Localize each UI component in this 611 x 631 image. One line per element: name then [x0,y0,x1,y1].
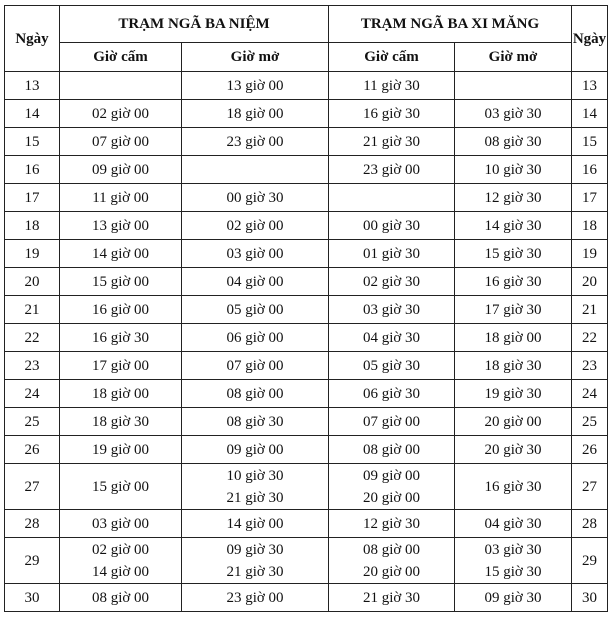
time-value: 21 giờ 30 [362,589,421,606]
open-time-nga-ba-niem [182,128,329,156]
time-value: 08 giờ 00 [362,441,421,458]
time-value: 15 giờ 30 [484,245,542,262]
time-value: 09 giờ 00 [91,161,150,178]
table-row [5,212,608,240]
open-time-nga-ba-niem [182,100,329,128]
time-value: 18 giờ 00 [91,385,150,402]
time-value: 04 giờ 30 [362,329,421,346]
open-time-nga-ba-xi-mang [455,352,572,380]
day-cell-left: 25 [5,408,60,436]
station-header-nga-ba-niem: TRẠM NGÃ BA NIỆM [60,6,329,43]
time-value: 16 giờ 30 [362,105,421,122]
time-value: 01 giờ 30 [362,245,421,262]
table-row [5,380,608,408]
close-time-nga-ba-xi-mang [329,156,455,184]
time-value: 09 giờ 30 [484,589,542,606]
time-value: 06 giờ 30 [362,385,421,402]
time-value: 23 giờ 00 [226,133,284,150]
day-cell-left: 28 [5,510,60,538]
time-value: 13 giờ 00 [91,217,150,234]
open-time-nga-ba-niem [182,352,329,380]
time-value: 16 giờ 30 [484,478,542,495]
time-value: 03 giờ 00 [226,245,284,262]
day-cell-right: 18 [572,212,608,240]
close-time-nga-ba-xi-mang [329,464,455,510]
open-time-nga-ba-niem [182,156,329,184]
close-time-nga-ba-xi-mang [329,324,455,352]
time-value: 02 giờ 00 [91,105,150,122]
day-cell-right: 30 [572,584,608,612]
time-value: 10 giờ 30 [226,467,284,484]
close-time-nga-ba-niem [60,156,182,184]
time-value: 16 giờ 00 [91,301,150,318]
close-time-nga-ba-niem [60,268,182,296]
close-time-nga-ba-xi-mang [329,212,455,240]
column-header-close-1: Giờ cấm [60,43,182,72]
table-row [5,184,608,212]
day-cell-left: 23 [5,352,60,380]
day-cell-right: 20 [572,268,608,296]
time-value: 16 giờ 30 [484,273,542,290]
time-value: 23 giờ 00 [362,161,421,178]
day-cell-right: 29 [572,538,608,584]
time-value: 18 giờ 00 [226,105,284,122]
time-value: 18 giờ 30 [91,413,150,430]
time-value: 08 giờ 00 [362,541,421,558]
time-value: 09 giờ 00 [362,467,421,484]
time-value: 07 giờ 00 [362,413,421,430]
open-time-nga-ba-niem [182,380,329,408]
time-value: 02 giờ 00 [91,541,150,558]
day-cell-right: 23 [572,352,608,380]
day-cell-right: 28 [572,510,608,538]
time-value: 14 giờ 30 [484,217,542,234]
time-value: 15 giờ 00 [91,273,150,290]
day-cell-right: 14 [572,100,608,128]
time-value: 02 giờ 30 [362,273,421,290]
header-row-stations [5,6,608,43]
table-row [5,268,608,296]
table-row [5,352,608,380]
open-time-nga-ba-xi-mang [455,538,572,584]
time-value: 07 giờ 00 [226,357,284,374]
close-time-nga-ba-niem [60,128,182,156]
time-value: 04 giờ 30 [484,515,542,532]
time-value: 08 giờ 00 [91,589,150,606]
close-time-nga-ba-niem [60,212,182,240]
time-value: 16 giờ 30 [91,329,150,346]
close-time-nga-ba-niem [60,100,182,128]
time-value: 19 giờ 00 [91,441,150,458]
time-value: 04 giờ 00 [226,273,284,290]
time-value: 05 giờ 00 [226,301,284,318]
table-row [5,510,608,538]
close-time-nga-ba-xi-mang [329,72,455,100]
time-value: 18 giờ 30 [484,357,542,374]
day-cell-right: 25 [572,408,608,436]
open-time-nga-ba-xi-mang [455,464,572,510]
time-value: 10 giờ 30 [484,161,542,178]
time-value: 18 giờ 00 [484,329,542,346]
open-time-nga-ba-niem [182,408,329,436]
schedule-body [5,72,608,612]
open-time-nga-ba-xi-mang [455,128,572,156]
table-row [5,436,608,464]
table-row [5,240,608,268]
close-time-nga-ba-niem [60,296,182,324]
table-row [5,408,608,436]
day-cell-right: 22 [572,324,608,352]
day-cell-left: 17 [5,184,60,212]
time-value: 08 giờ 30 [484,133,542,150]
day-cell-left: 15 [5,128,60,156]
open-time-nga-ba-niem [182,584,329,612]
close-time-nga-ba-xi-mang [329,380,455,408]
day-cell-left: 27 [5,464,60,510]
close-time-nga-ba-niem [60,184,182,212]
day-cell-left: 24 [5,380,60,408]
time-value: 15 giờ 00 [91,478,150,495]
time-value: 21 giờ 30 [362,133,421,150]
table-row [5,538,608,584]
table-row [5,156,608,184]
open-time-nga-ba-xi-mang [455,100,572,128]
close-time-nga-ba-niem [60,510,182,538]
close-time-nga-ba-xi-mang [329,584,455,612]
day-cell-right: 17 [572,184,608,212]
day-cell-left: 29 [5,538,60,584]
time-value: 06 giờ 00 [226,329,284,346]
time-value: 03 giờ 00 [91,515,150,532]
open-time-nga-ba-niem [182,510,329,538]
close-time-nga-ba-xi-mang [329,436,455,464]
close-time-nga-ba-niem [60,436,182,464]
day-cell-left: 26 [5,436,60,464]
time-value: 20 giờ 00 [362,489,421,506]
time-value: 00 giờ 30 [226,189,284,206]
time-value: 08 giờ 00 [226,385,284,402]
header-row-columns [5,43,608,72]
table-row [5,296,608,324]
day-cell-right: 13 [572,72,608,100]
day-cell-right: 27 [572,464,608,510]
column-header-close-2: Giờ cấm [329,43,455,72]
close-time-nga-ba-xi-mang [329,408,455,436]
time-value: 12 giờ 30 [362,515,421,532]
open-time-nga-ba-niem [182,212,329,240]
open-time-nga-ba-xi-mang [455,324,572,352]
open-time-nga-ba-xi-mang [455,510,572,538]
day-header-right: Ngày [572,6,608,72]
time-value: 14 giờ 00 [91,245,150,262]
close-time-nga-ba-xi-mang [329,184,455,212]
time-value: 14 giờ 00 [91,563,150,580]
time-value: 07 giờ 00 [91,133,150,150]
day-cell-left: 13 [5,72,60,100]
time-value: 17 giờ 30 [484,301,542,318]
open-time-nga-ba-niem [182,538,329,584]
time-value: 13 giờ 00 [226,77,284,94]
day-cell-left: 22 [5,324,60,352]
open-time-nga-ba-niem [182,240,329,268]
close-time-nga-ba-xi-mang [329,352,455,380]
open-time-nga-ba-xi-mang [455,380,572,408]
time-value: 03 giờ 30 [484,541,542,558]
schedule-table [4,5,608,612]
table-row [5,584,608,612]
time-value: 08 giờ 30 [226,413,284,430]
open-time-nga-ba-xi-mang [455,268,572,296]
close-time-nga-ba-niem [60,324,182,352]
close-time-nga-ba-niem [60,408,182,436]
open-time-nga-ba-niem [182,296,329,324]
time-value: 09 giờ 00 [226,441,284,458]
table-row [5,72,608,100]
open-time-nga-ba-xi-mang [455,156,572,184]
close-time-nga-ba-xi-mang [329,538,455,584]
day-header-left: Ngày [5,6,60,72]
time-value: 00 giờ 30 [362,217,421,234]
time-value: 02 giờ 00 [226,217,284,234]
time-value: 21 giờ 30 [226,563,284,580]
time-value: 03 giờ 30 [362,301,421,318]
day-cell-right: 19 [572,240,608,268]
time-value: 17 giờ 00 [91,357,150,374]
close-time-nga-ba-xi-mang [329,128,455,156]
day-cell-left: 30 [5,584,60,612]
open-time-nga-ba-niem [182,464,329,510]
close-time-nga-ba-niem [60,72,182,100]
day-cell-right: 21 [572,296,608,324]
open-time-nga-ba-xi-mang [455,408,572,436]
day-cell-right: 15 [572,128,608,156]
table-row [5,100,608,128]
time-value: 03 giờ 30 [484,105,542,122]
open-time-nga-ba-niem [182,184,329,212]
time-value: 23 giờ 00 [226,589,284,606]
station-header-nga-ba-xi-mang: TRẠM NGÃ BA XI MĂNG [329,6,572,43]
close-time-nga-ba-niem [60,240,182,268]
open-time-nga-ba-niem [182,72,329,100]
close-time-nga-ba-xi-mang [329,100,455,128]
day-cell-right: 24 [572,380,608,408]
open-time-nga-ba-niem [182,436,329,464]
time-value: 20 giờ 00 [484,413,542,430]
day-cell-left: 19 [5,240,60,268]
time-value: 05 giờ 30 [362,357,421,374]
close-time-nga-ba-xi-mang [329,296,455,324]
time-value: 20 giờ 30 [484,441,542,458]
open-time-nga-ba-xi-mang [455,436,572,464]
time-value: 19 giờ 30 [484,385,542,402]
column-header-open-1: Giờ mở [182,43,329,72]
close-time-nga-ba-niem [60,380,182,408]
close-time-nga-ba-niem [60,584,182,612]
open-time-nga-ba-xi-mang [455,184,572,212]
time-value: 11 giờ 30 [363,77,420,94]
open-time-nga-ba-xi-mang [455,296,572,324]
day-cell-left: 18 [5,212,60,240]
time-value: 21 giờ 30 [226,489,284,506]
day-cell-left: 16 [5,156,60,184]
time-value: 09 giờ 30 [226,541,284,558]
close-time-nga-ba-niem [60,352,182,380]
day-cell-left: 21 [5,296,60,324]
open-time-nga-ba-xi-mang [455,72,572,100]
day-cell-left: 14 [5,100,60,128]
close-time-nga-ba-xi-mang [329,240,455,268]
open-time-nga-ba-xi-mang [455,212,572,240]
day-cell-left: 20 [5,268,60,296]
time-value: 15 giờ 30 [484,563,542,580]
open-time-nga-ba-xi-mang [455,240,572,268]
day-cell-right: 16 [572,156,608,184]
table-row [5,324,608,352]
time-value: 12 giờ 30 [484,189,542,206]
close-time-nga-ba-niem [60,464,182,510]
close-time-nga-ba-niem [60,538,182,584]
table-row [5,464,608,510]
open-time-nga-ba-niem [182,324,329,352]
time-value: 11 giờ 00 [92,189,149,206]
close-time-nga-ba-xi-mang [329,510,455,538]
time-value: 20 giờ 00 [362,563,421,580]
time-value: 14 giờ 00 [226,515,284,532]
close-time-nga-ba-xi-mang [329,268,455,296]
day-cell-right: 26 [572,436,608,464]
open-time-nga-ba-xi-mang [455,584,572,612]
table-row [5,128,608,156]
open-time-nga-ba-niem [182,268,329,296]
column-header-open-2: Giờ mở [455,43,572,72]
